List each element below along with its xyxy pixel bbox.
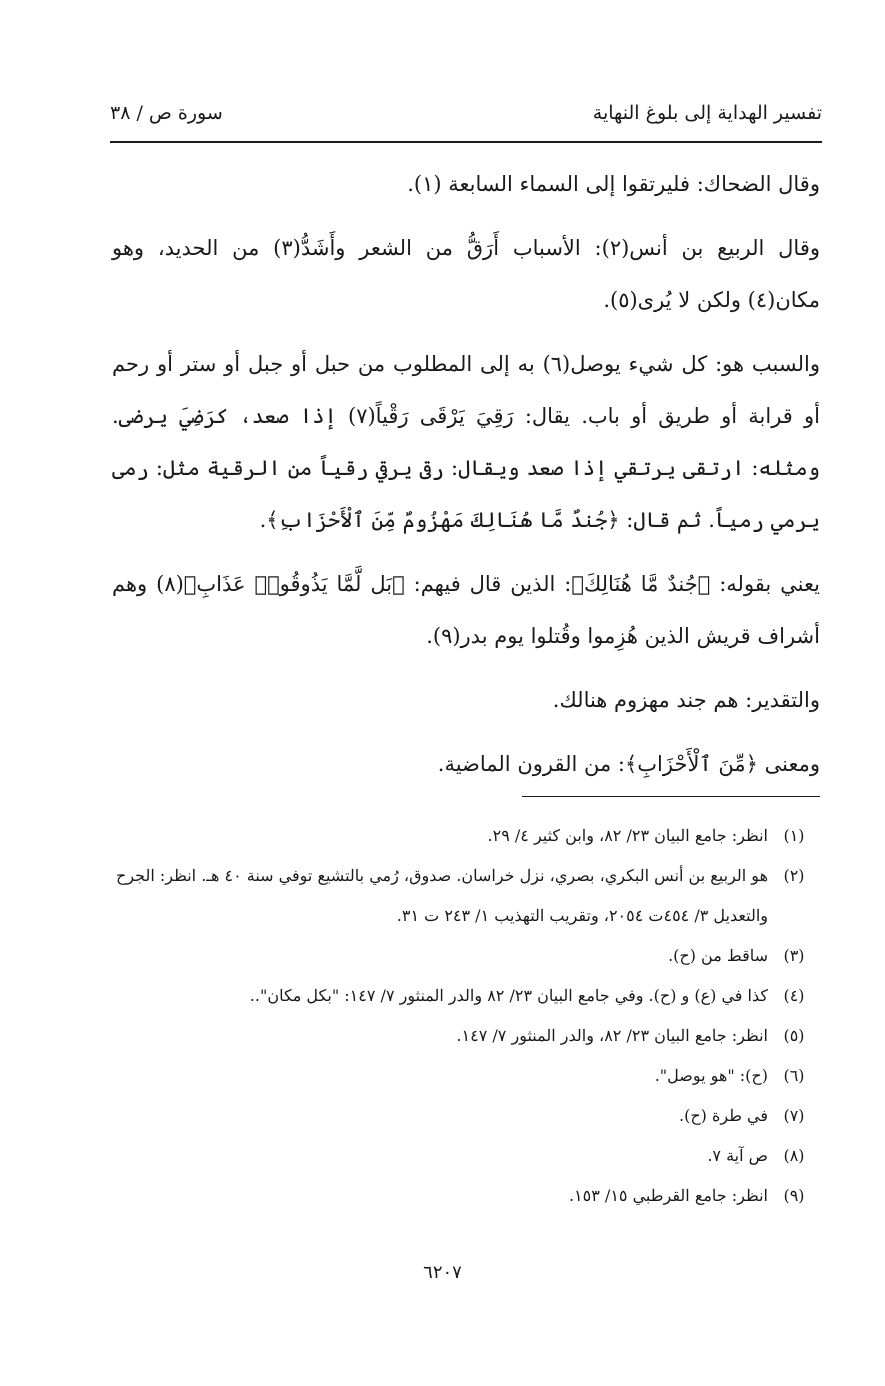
footnote-text: ص آية ٧.: [707, 1146, 768, 1165]
footnote-item: [112, 976, 820, 1016]
footnote-item: [112, 1176, 820, 1216]
paragraph: والتقدير: هم جند مهزوم هنالك.: [552, 688, 820, 712]
footnote-item: [112, 1096, 820, 1136]
footnote-text: ساقط من (ح).: [668, 946, 768, 965]
footnote-text: انظر: جامع البيان ٢٣/ ٨٢، وابن كثير ٤/ ٢٩.: [487, 826, 768, 845]
footnote-number: (٥): [783, 1026, 805, 1045]
page-number: ٦٢٠٧: [423, 1262, 462, 1283]
main-text: [112, 158, 820, 802]
footnote-item: [112, 1136, 820, 1176]
paragraph: وقال الربيع بن أنس(٢): الأسباب أَرَقُّ من الشعر وأَشَدُّ(٣) من الحديد، وهو مكان(٤) ولكن لا يُرى(٥).: [112, 236, 820, 312]
footnote-number: (٦): [783, 1066, 805, 1085]
footnote-text: كذا في (ع) و (ح). وفي جامع البيان ٢٣/ ٨٢ والدر المنثور ٧/ ١٤٧: "بكل مكان"..: [249, 986, 768, 1005]
footnote-item: [112, 856, 820, 936]
footnote-separator: [522, 796, 820, 797]
footnote-number: (٨): [783, 1146, 805, 1165]
footnote-text: انظر: جامع القرطبي ١٥/ ١٥٣.: [568, 1186, 768, 1205]
footnote-text: في طرة (ح).: [679, 1106, 768, 1125]
footnote-number: (٣): [783, 946, 805, 965]
book-title: تفسير الهداية إلى بلوغ النهاية: [592, 102, 822, 124]
paragraph: ومعنى ﴿مِّنَ ٱلْأَحْزَابِ﴾: من القرون الماضية.: [437, 752, 820, 776]
paragraph: وقال الضحاك: فليرتقوا إلى السماء السابعة (١).: [407, 172, 820, 196]
footnote-text: انظر: جامع البيان ٢٣/ ٨٢، والدر المنثور ٧/ ١٤٧.: [456, 1026, 768, 1045]
footnote-number: (٩): [783, 1186, 805, 1205]
header-rule: [110, 141, 822, 143]
surah-reference: سورة ص / ٣٨: [110, 102, 223, 124]
footnote-item: [112, 1056, 820, 1096]
footnote-number: (٢): [783, 866, 805, 885]
footnote-text: هو الربيع بن أنس البكري، بصري، نزل خراسان. صدوق، رُمي بالتشيع توفي سنة ٤٠ هـ. انظر: الجرح والتعديل ٣/ ٤٥٤ت ٢٠٥٤، وتقريب التهذيب ١/ ٢٤٣ ت ٣١.: [115, 866, 768, 925]
footnote-item: [112, 936, 820, 976]
footnote-text: (ح): "هو يوصل".: [654, 1066, 768, 1085]
footnote-item: [112, 816, 820, 856]
footnote-number: (٧): [783, 1106, 805, 1125]
paragraph: يعني بقوله: ﴿جُندٌ مَّا هُنَالِكَ﴾: الذين قال فيهم: ﴿بَل لَّمَّا يَذُوقُوا۟ عَذَابِ﴾(٨) وهم أشراف قريش الذين هُزِموا وقُتلوا يوم بدر(٩).: [112, 572, 820, 648]
paragraph: والسبب هو: كل شيء يوصل(٦) به إلى المطلوب من حبل أو جبل أو ستر أو رحم أو قرابة أو طريق أو باب. يقال: رَقِيَ يَرْقَى رَقْياً(٧) إذا صعد، كرَضِيَ يرضى. ومثله: ارتقى يرتقي إذا صعد ويقال: رقى يرقي رقياً من الرقية مثل: رمى يرمي رمياً. ثم قال: ﴿جُندٌ مَّا هُنَالِكَ مَهْزُومٌ مِّنَ ٱلْأَحْزَابِ﴾.: [112, 352, 820, 532]
footnote-item: [112, 1016, 820, 1056]
footnotes: [112, 816, 820, 1216]
footnote-number: (٤): [783, 986, 805, 1005]
running-header: [110, 98, 822, 132]
footnote-number: (١): [783, 826, 805, 845]
